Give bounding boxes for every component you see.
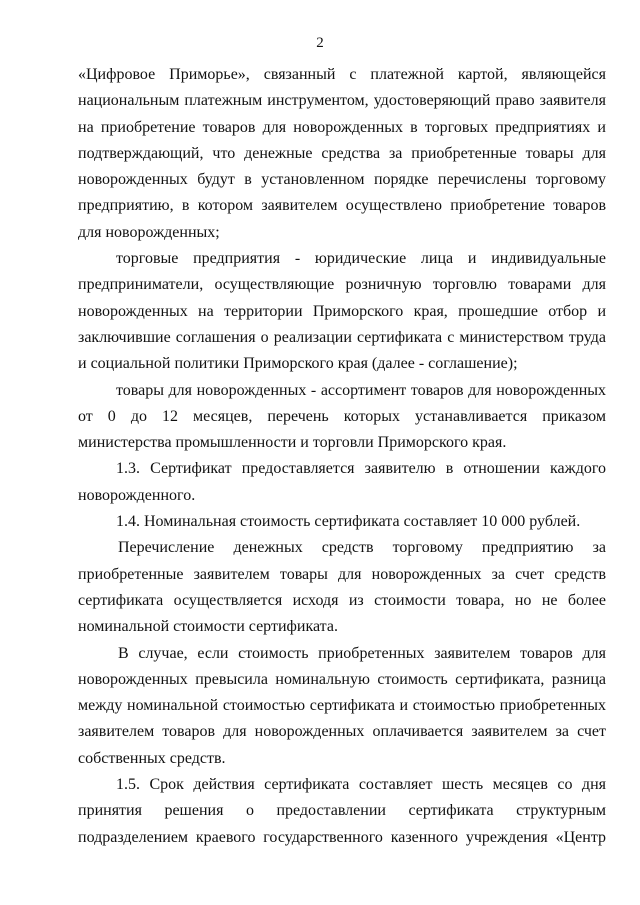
paragraph-1-3: 1.3. Сертификат предоставляется заявителю в отношении каждого новорожденного. bbox=[78, 460, 606, 504]
paragraph-funds-transfer: Перечисление денежных средств торговому предприятию за приобретенные заявителем товары для новорожденных за счет средств сертификата осуществляется исходя из стоимости товара, но не более номинальной стоимости сертификата. bbox=[78, 539, 606, 636]
paragraph-trade-enterprises: торговые предприятия - юридические лица и индивидуальные предприниматели, осуществляющие розничную торговлю товарами для новорожденных на территории Приморского края, прошедшие отбор и заключившие соглашения о реализации сертификата с министерством труда и социальной политики Приморского края (далее - соглашение); bbox=[78, 250, 606, 373]
paragraph-cost-difference: В случае, если стоимость приобретенных заявителем товаров для новорожденных превысила номинальную стоимость сертификата, разница между номинальной стоимостью сертификата и стоимостью приобретенных заявителем товаров для новорожденных оплачивается заявителем за счет собственных средств. bbox=[78, 644, 606, 767]
page-number: 2 bbox=[316, 35, 324, 51]
paragraph-1-4: 1.4. Номинальная стоимость сертификата составляет 10 000 рублей. bbox=[116, 513, 581, 531]
document-body bbox=[78, 62, 606, 851]
paragraph-newborn-goods: товары для новорожденных - ассортимент товаров для новорожденных от 0 до 12 месяцев, перечень которых устанавливается приказом министерства промышленности и торговли Приморского края. bbox=[78, 381, 606, 452]
paragraph-certificate-definition: «Цифровое Приморье», связанный с платежной картой, являющейся национальным платежным инструментом, удостоверяющий право заявителя на приобретение товаров для новорожденных в торговых предприятиях и подтверждающий, что денежные средства за приобретенные товары для новорожденных будут в установленном порядке перечислены торговому предприятию, в котором заявителем осуществлено приобретение товаров для новорожденных; bbox=[78, 66, 606, 241]
paragraph-1-5: 1.5. Срок действия сертификата составляет шесть месяцев со дня принятия решения о предоставлении сертификата структурным подразделением краевого государственного казенного учреждения «Центр bbox=[78, 776, 606, 846]
